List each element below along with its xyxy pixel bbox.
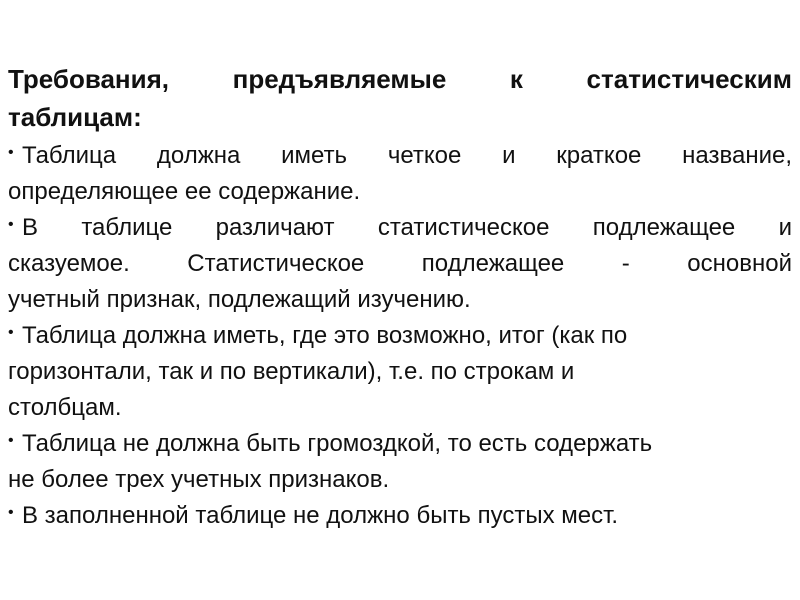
- slide: [8, 60, 792, 534]
- bullet-line: определяющее ее содержание.: [8, 178, 361, 205]
- bullet-item: [8, 210, 792, 318]
- bullet-item: [8, 318, 792, 426]
- bullet-line: горизонтали, так и по вертикали), т.е. по строкам и: [8, 358, 575, 385]
- bullet-line: сказуемое. Статистическое подлежащее - основной: [8, 250, 792, 277]
- slide-title-line-1: Требования, предъявляемые к статистическим: [8, 64, 792, 94]
- bullet-marker-icon: •: [8, 216, 14, 233]
- bullet-line: Таблица не должна быть громоздкой, то есть содержать: [22, 430, 653, 457]
- bullet-line: В таблице различают статистическое подлежащее и: [22, 214, 792, 241]
- bullet-item: [8, 138, 792, 210]
- bullet-marker-icon: •: [8, 432, 14, 449]
- bullet-line: не более трех учетных признаков.: [8, 466, 390, 493]
- bullet-line: В заполненной таблице не должно быть пустых мест.: [22, 502, 619, 529]
- bullet-item: [8, 498, 792, 534]
- bullet-line: Таблица должна иметь, где это возможно, итог (как по: [22, 322, 628, 349]
- bullet-line: Таблица должна иметь четкое и краткое название,: [22, 142, 792, 169]
- bullet-item: [8, 426, 792, 498]
- bullet-line: учетный признак, подлежащий изучению.: [8, 286, 471, 313]
- slide-title: [8, 60, 792, 136]
- bullet-marker-icon: •: [8, 324, 14, 341]
- bullet-marker-icon: •: [8, 144, 14, 161]
- slide-title-line-2: таблицам:: [8, 102, 142, 132]
- bullet-line: столбцам.: [8, 394, 122, 421]
- bullet-marker-icon: •: [8, 504, 14, 521]
